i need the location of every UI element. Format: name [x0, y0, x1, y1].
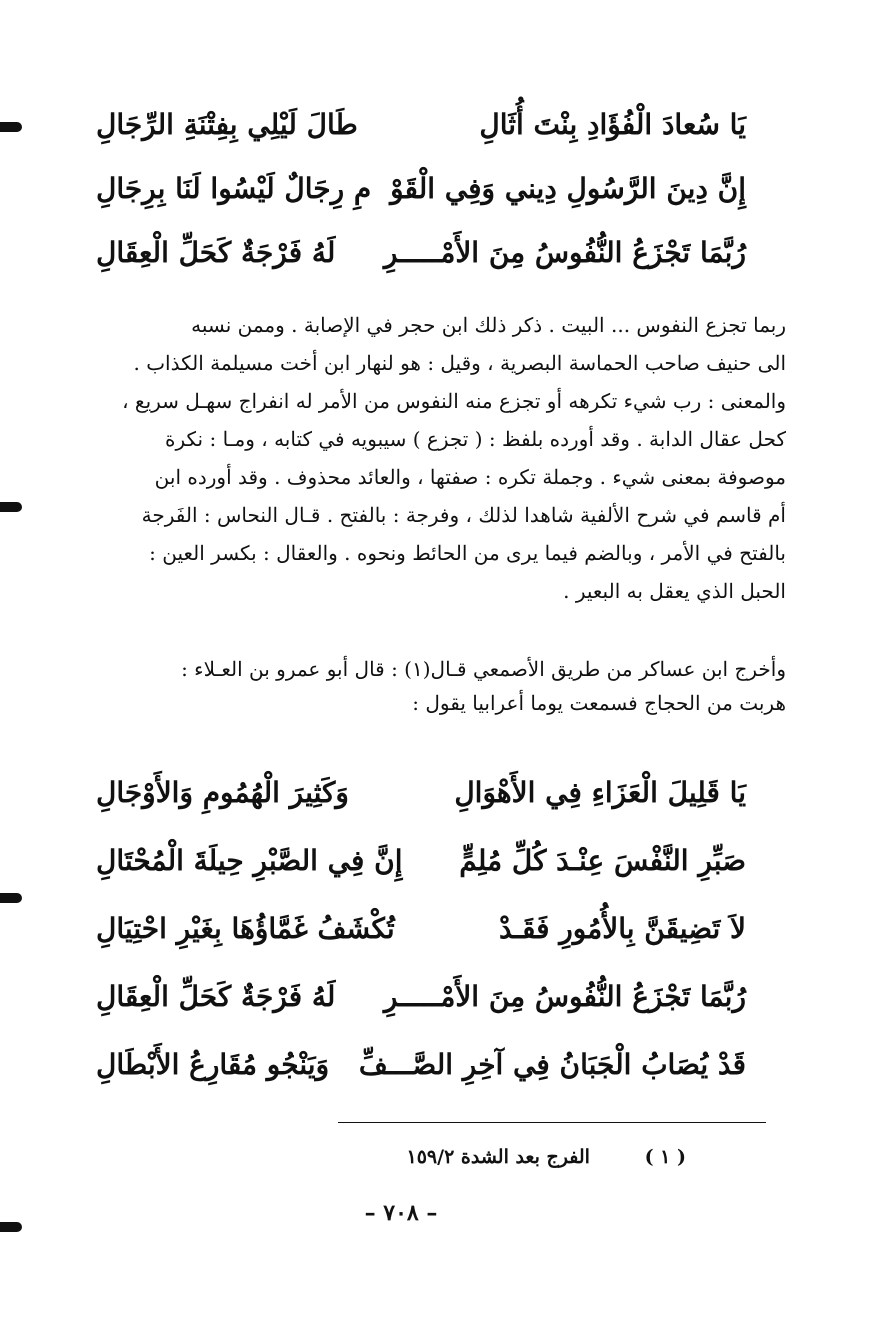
verse-second-hemistich: لَهُ فَرْجَةٌ كَحَلِّ الْعِقَالِ — [96, 235, 336, 269]
verse-first-hemistich: إِنَّ دِينَ الرَّسُولِ دِيني وَفِي الْقَوْ — [390, 171, 746, 205]
footnote-divider — [338, 1122, 766, 1123]
verse-first-hemistich: رُبَّمَا تَجْزَعُ النُّفُوسُ مِنَ الأَمْـــــرِ — [383, 979, 746, 1013]
binding-mark — [0, 1222, 22, 1232]
binding-mark — [0, 502, 22, 512]
commentary-paragraph — [46, 306, 786, 610]
text-line: والمعنى : رب شيء تكرهه أو تجزع منه النفوس من الأمر له انفراج سهـل سريع ، — [122, 389, 786, 413]
verse — [96, 156, 746, 220]
text-line: أم قاسم في شرح الألفية شاهدا لذلك ، وفرجة : بالفتح . قـال النحاس : الفَرجة — [141, 503, 786, 527]
verse-first-hemistich: صَبِّرِ النَّفْسَ عِنْـدَ كُلِّ مُلِمٍّ — [459, 843, 746, 877]
verse-second-hemistich: وَيَنْجُو مُقَارِعُ الأَبْطَالِ — [96, 1047, 330, 1081]
footnote-number: ( ١ ) — [644, 1146, 686, 1168]
verse — [96, 826, 746, 894]
text-line: الى حنيف صاحب الحماسة البصرية ، وقيل : هو لنهار ابن أخت مسيلمة الكذاب . — [133, 351, 786, 375]
text-line: بالفتح في الأمر ، وبالضم فيما يرى من الحائط ونحوه . والعقال : بكسر العين : — [149, 541, 786, 565]
verse-first-hemistich: يَا سُعادَ الْفُؤَادِ بِنْتَ أُثَالِ — [479, 107, 746, 141]
text-line: ربما تجزع النفوس ... البيت . ذكر ذلك ابن حجر في الإصابة . وممن نسبه — [191, 313, 786, 337]
verse — [96, 758, 746, 826]
page-number: – ٧٠٨ – — [364, 1200, 438, 1226]
verse — [96, 1030, 746, 1098]
verse — [96, 220, 746, 284]
verse — [96, 894, 746, 962]
narration-paragraph — [46, 652, 786, 720]
verse-first-hemistich: قَدْ يُصَابُ الْجَبَانُ فِي آخِرِ الصَّـــفِّ — [358, 1047, 746, 1081]
verse-first-hemistich: رُبَّمَا تَجْزَعُ النُّفُوسُ مِنَ الأَمْـــــرِ — [383, 235, 746, 269]
verse-second-hemistich: تُكْشَفُ غَمَّاؤُهَا بِغَيْرِ احْتِيَالِ — [96, 911, 395, 945]
verse-second-hemistich: إِنَّ فِي الصَّبْرِ حِيلَةَ الْمُحْتَالِ — [96, 843, 403, 877]
text-line: وأخرج ابن عساكر من طريق الأصمعي قـال(١) : قال أبو عمرو بن العـلاء : — [181, 657, 786, 681]
binding-mark — [0, 122, 22, 132]
verse-first-hemistich: لاَ تَضِيقَنَّ بِالأُمُورِ فَقَـدْ — [499, 911, 746, 945]
verse-second-hemistich: مِ رِجَالٌ لَيْسُوا لَنَا بِرِجَالِ — [96, 171, 372, 205]
text-line: هربت من الحجاج فسمعت يوما أعرابيا يقول : — [412, 691, 786, 715]
verse-second-hemistich: طَالَ لَيْلِي بِفِتْنَةِ الرِّجَالِ — [96, 107, 358, 141]
verse — [96, 92, 746, 156]
verse-first-hemistich: يَا قَلِيلَ الْعَزَاءِ فِي الأَهْوَالِ — [454, 775, 746, 809]
verse-second-hemistich: وَكَثِيرَ الْهُمُومِ وَالأَوْجَالِ — [96, 775, 349, 809]
text-line: كحل عقال الدابة . وقد أورده بلفظ : ( تجزع ) سيبويه في كتابه ، ومـا : نكرة — [165, 427, 786, 451]
poem-first — [96, 92, 746, 284]
text-line: الحبل الذي يعقل به البعير . — [563, 579, 786, 603]
poem-second — [96, 758, 746, 1098]
footnote — [407, 1146, 686, 1168]
footnote-text: الفرج بعد الشدة ١٥٩/٢ — [406, 1146, 590, 1168]
text-line: موصوفة بمعنى شيء . وجملة تكره : صفتها ، والعائد محذوف . وقد أورده ابن — [154, 465, 786, 489]
verse-second-hemistich: لَهُ فَرْجَةٌ كَحَلِّ الْعِقَالِ — [96, 979, 336, 1013]
verse — [96, 962, 746, 1030]
binding-mark — [0, 893, 22, 903]
